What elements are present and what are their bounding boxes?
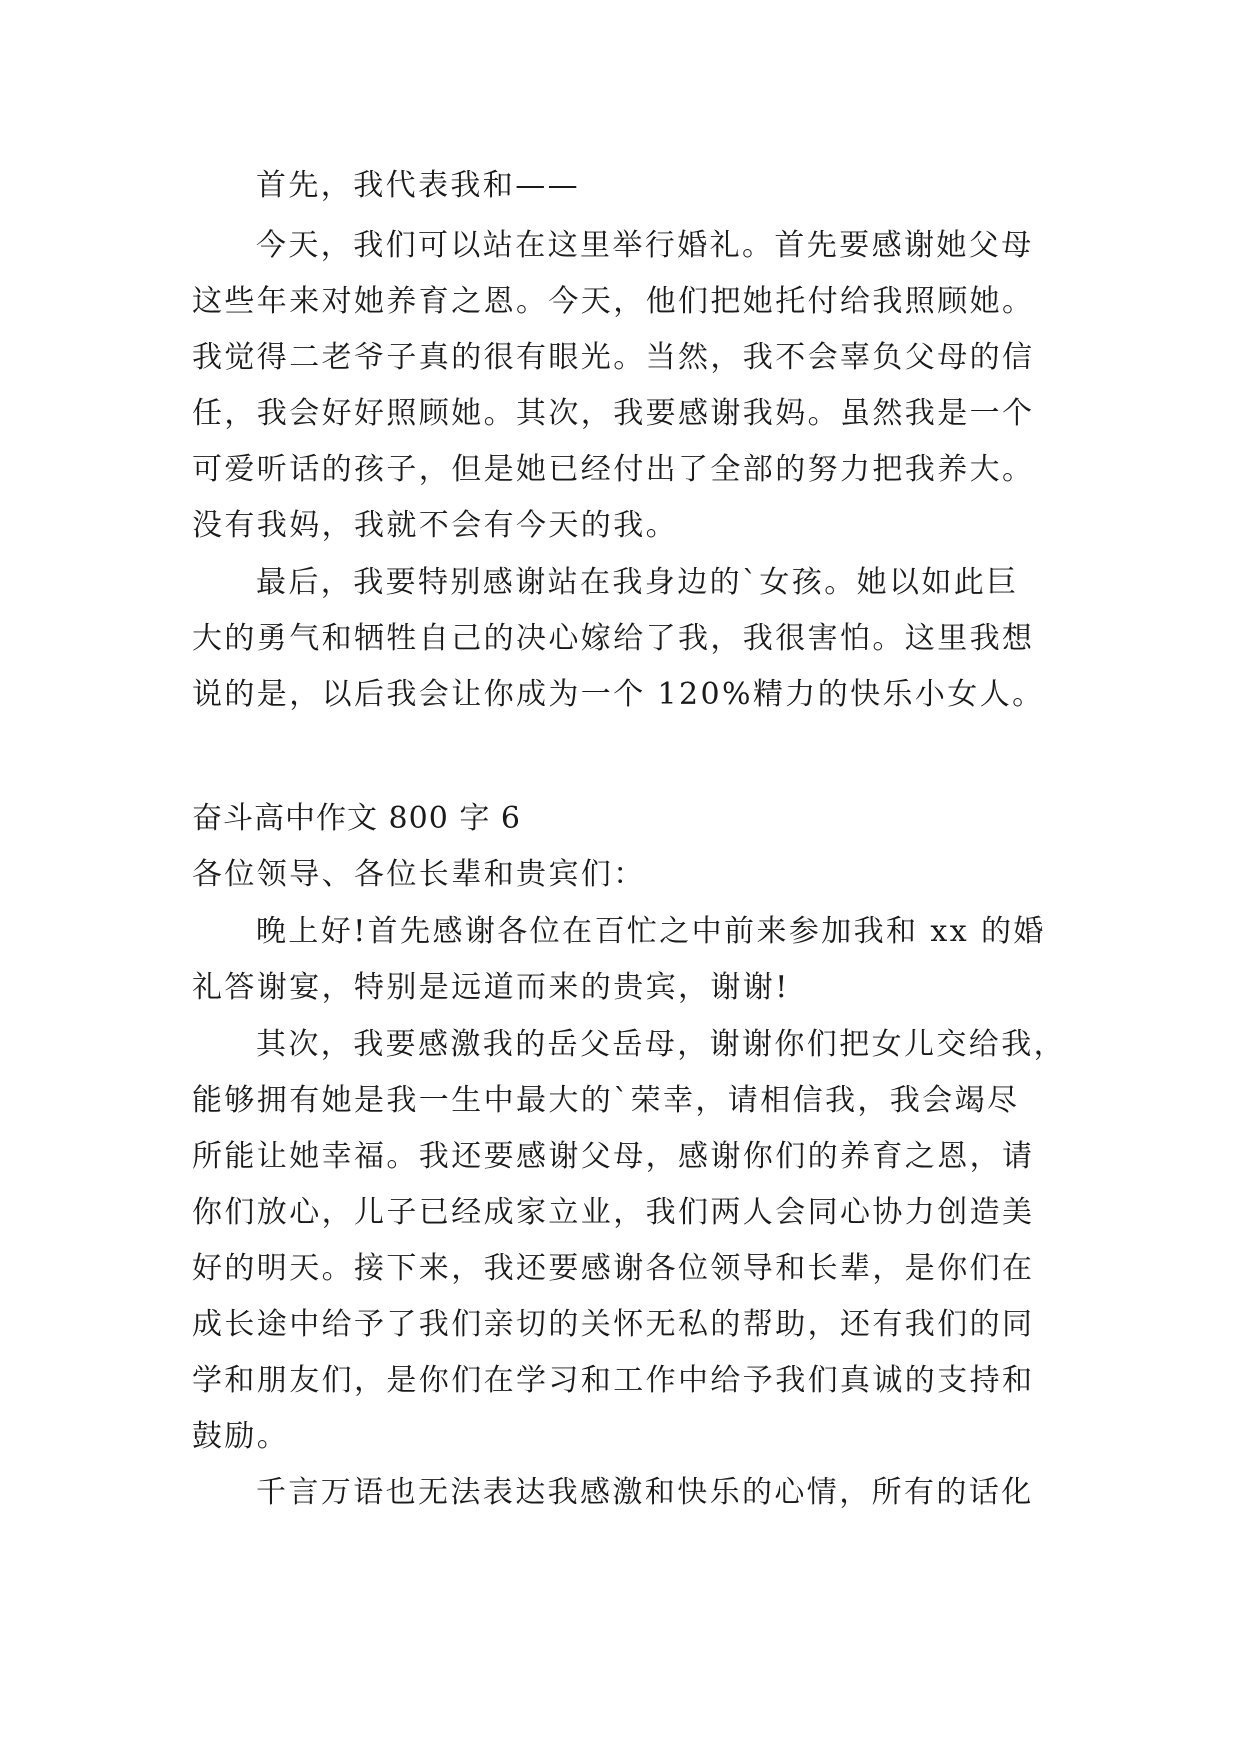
paragraph-line: 成长途中给予了我们亲切的关怀无私的帮助，还有我们的同 xyxy=(192,1307,1035,1342)
paragraph-line: 可爱听话的孩子，但是她已经付出了全部的努力把我养大。 xyxy=(192,452,1035,487)
paragraph-line: 最后，我要特别感谢站在我身边的`女孩。她以如此巨 xyxy=(256,565,1019,600)
salutation: 各位领导、各位长辈和贵宾们： xyxy=(192,857,646,892)
paragraph-line: 今天，我们可以站在这里举行婚礼。首先要感谢她父母 xyxy=(256,228,1034,263)
paragraph-line: 能够拥有她是我一生中最大的`荣幸，请相信我，我会竭尽 xyxy=(192,1083,1020,1118)
paragraph-line: 说的是，以后我会让你成为一个 120%精力的快乐小女人。 xyxy=(192,677,1045,712)
paragraph-line: 我觉得二老爷子真的很有眼光。当然，我不会辜负父母的信 xyxy=(192,340,1035,375)
paragraph-line: 礼答谢宴，特别是远道而来的贵宾，谢谢! xyxy=(192,970,790,1005)
paragraph-line: 任，我会好好照顾她。其次，我要感谢我妈。虽然我是一个 xyxy=(192,396,1035,431)
paragraph-line: 千言万语也无法表达我感激和快乐的心情，所有的话化 xyxy=(256,1475,1034,1510)
paragraph-line: 没有我妈，我就不会有今天的我。 xyxy=(192,508,678,543)
paragraph-line: 好的明天。接下来，我还要感谢各位领导和长辈，是你们在 xyxy=(192,1251,1035,1286)
paragraph-line: 你们放心，儿子已经成家立业，我们两人会同心协力创造美 xyxy=(192,1195,1035,1230)
paragraph-line: 大的勇气和牺牲自己的决心嫁给了我，我很害怕。这里我想 xyxy=(192,621,1035,656)
paragraph-line: 其次，我要感激我的岳父岳母，谢谢你们把女儿交给我， xyxy=(256,1027,1066,1062)
paragraph-line: 首先，我代表我和—— xyxy=(256,168,580,203)
section-title: 奋斗高中作文 800 字 6 xyxy=(192,801,521,836)
paragraph-line: 鼓励。 xyxy=(192,1419,290,1454)
paragraph-line: 学和朋友们，是你们在学习和工作中给予我们真诚的支持和 xyxy=(192,1363,1035,1398)
paragraph-line: 晚上好!首先感谢各位在百忙之中前来参加我和 xx 的婚 xyxy=(256,914,1046,949)
paragraph-line: 所能让她幸福。我还要感谢父母，感谢你们的养育之恩，请 xyxy=(192,1139,1035,1174)
paragraph-line: 这些年来对她养育之恩。今天，他们把她托付给我照顾她。 xyxy=(192,284,1035,319)
